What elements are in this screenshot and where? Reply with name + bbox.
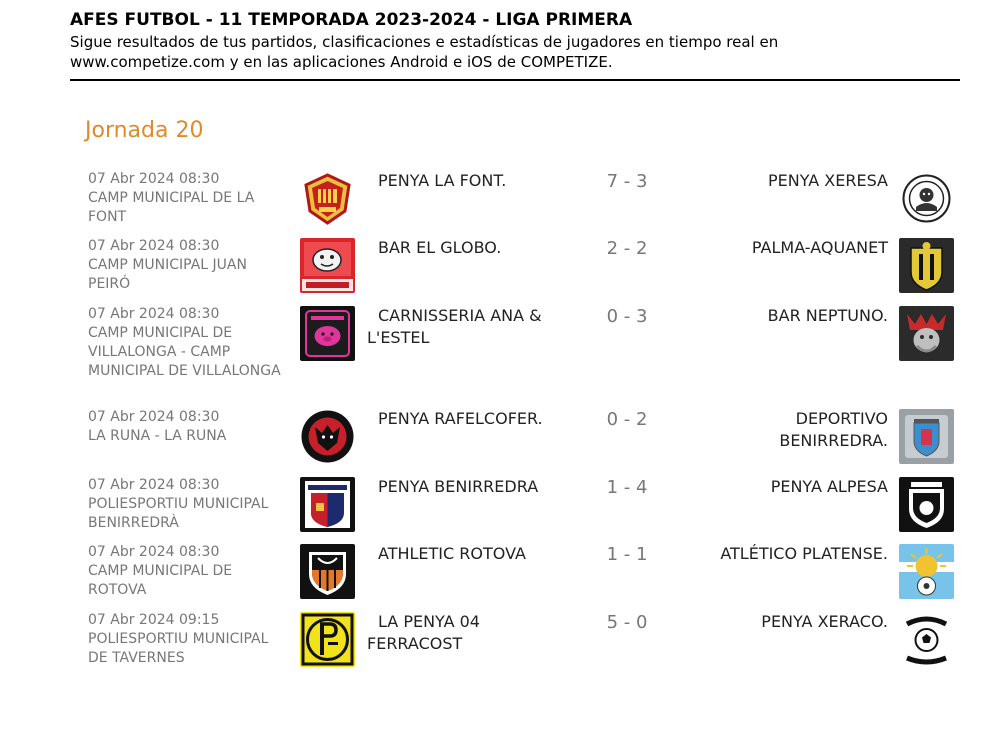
match-meta (88, 543, 288, 600)
match-venue: POLIESPORTIU MUNICIPAL DE TAVERNES (88, 631, 269, 666)
away-team-name[interactable]: DEPORTIVO BENIRREDRA. (779, 409, 888, 450)
penya-xeresa-crest-icon[interactable] (899, 171, 954, 226)
league-title: AFES FUTBOL - 11 TEMPORADA 2023-2024 - LIGA PRIMERA (70, 10, 633, 30)
match-score[interactable]: 5 - 0 (606, 612, 648, 633)
atletico-platense-crest-icon[interactable] (899, 544, 954, 599)
away-team-name[interactable]: ATLÉTICO PLATENSE. (720, 544, 888, 563)
match-datetime: 07 Abr 2024 08:30 (88, 477, 220, 493)
away-team-name[interactable]: PALMA-AQUANET (751, 238, 888, 257)
palma-aquanet-crest-icon[interactable] (899, 238, 954, 293)
match-meta (88, 408, 288, 446)
match-datetime: 07 Abr 2024 08:30 (88, 171, 220, 187)
match-score[interactable]: 1 - 4 (606, 477, 648, 498)
match-meta (88, 237, 288, 294)
penya-benirredra-crest-icon[interactable] (300, 477, 355, 532)
carnisseria-ana-crest-icon[interactable] (300, 306, 355, 361)
match-datetime: 07 Abr 2024 09:15 (88, 612, 220, 628)
match-venue: POLIESPORTIU MUNICIPAL BENIRREDRÀ (88, 496, 269, 531)
match-datetime: 07 Abr 2024 08:30 (88, 306, 220, 322)
page-header (70, 10, 960, 72)
home-team-name[interactable]: LA PENYA 04 FERRACOST (367, 612, 480, 653)
match-venue: CAMP MUNICIPAL DE ROTOVA (88, 563, 233, 598)
penya-alpesa-crest-icon[interactable] (899, 477, 954, 532)
home-team-name[interactable]: ATHLETIC ROTOVA (378, 544, 526, 563)
away-team-name[interactable]: BAR NEPTUNO. (767, 306, 888, 325)
home-team-name[interactable]: PENYA LA FONT. (378, 171, 507, 190)
away-team-name[interactable]: PENYA XERESA (768, 171, 888, 190)
match-datetime: 07 Abr 2024 08:30 (88, 238, 220, 254)
match-datetime: 07 Abr 2024 08:30 (88, 409, 220, 425)
athletic-rotova-crest-icon[interactable] (300, 544, 355, 599)
match-meta (88, 170, 288, 227)
penya-rafelcofer-crest-icon[interactable] (300, 409, 355, 464)
away-team-name[interactable]: PENYA ALPESA (770, 477, 888, 496)
match-venue: CAMP MUNICIPAL JUAN PEIRÓ (88, 257, 247, 292)
home-team-name[interactable]: PENYA RAFELCOFER. (378, 409, 543, 428)
round-title: Jornada 20 (85, 118, 204, 143)
home-team-name[interactable]: PENYA BENIRREDRA (378, 477, 539, 496)
bar-el-globo-crest-icon[interactable] (300, 238, 355, 293)
match-meta (88, 476, 288, 533)
subtitle-line-1: Sigue resultados de tus partidos, clasificaciones e estadísticas de jugadores en tiempo real en (70, 33, 779, 51)
home-team-name[interactable]: BAR EL GLOBO. (378, 238, 502, 257)
deportivo-benirredra-crest-icon[interactable] (899, 409, 954, 464)
match-venue: CAMP MUNICIPAL DE VILLALONGA - CAMP MUNICIPAL DE VILLALONGA (88, 325, 281, 379)
match-meta (88, 305, 288, 381)
home-team-name[interactable]: CARNISSERIA ANA & L'ESTEL (367, 306, 542, 347)
away-team-name[interactable]: PENYA XERACO. (761, 612, 888, 631)
match-score[interactable]: 2 - 2 (606, 238, 648, 259)
penya-xeraco-crest-icon[interactable] (899, 612, 954, 667)
match-venue: CAMP MUNICIPAL DE LA FONT (88, 190, 255, 225)
match-score[interactable]: 0 - 2 (606, 409, 648, 430)
match-score[interactable]: 7 - 3 (606, 171, 648, 192)
match-score[interactable]: 0 - 3 (606, 306, 648, 327)
header-divider (70, 79, 960, 81)
match-meta (88, 611, 288, 668)
bar-neptuno-crest-icon[interactable] (899, 306, 954, 361)
subtitle-line-2: www.competize.com y en las aplicaciones Android e iOS de COMPETIZE. (70, 53, 613, 71)
match-datetime: 07 Abr 2024 08:30 (88, 544, 220, 560)
penya-la-font-crest-icon[interactable] (300, 171, 355, 226)
match-venue: LA RUNA - LA RUNA (88, 428, 227, 444)
match-score[interactable]: 1 - 1 (606, 544, 648, 565)
la-penya-04-crest-icon[interactable] (300, 612, 355, 667)
